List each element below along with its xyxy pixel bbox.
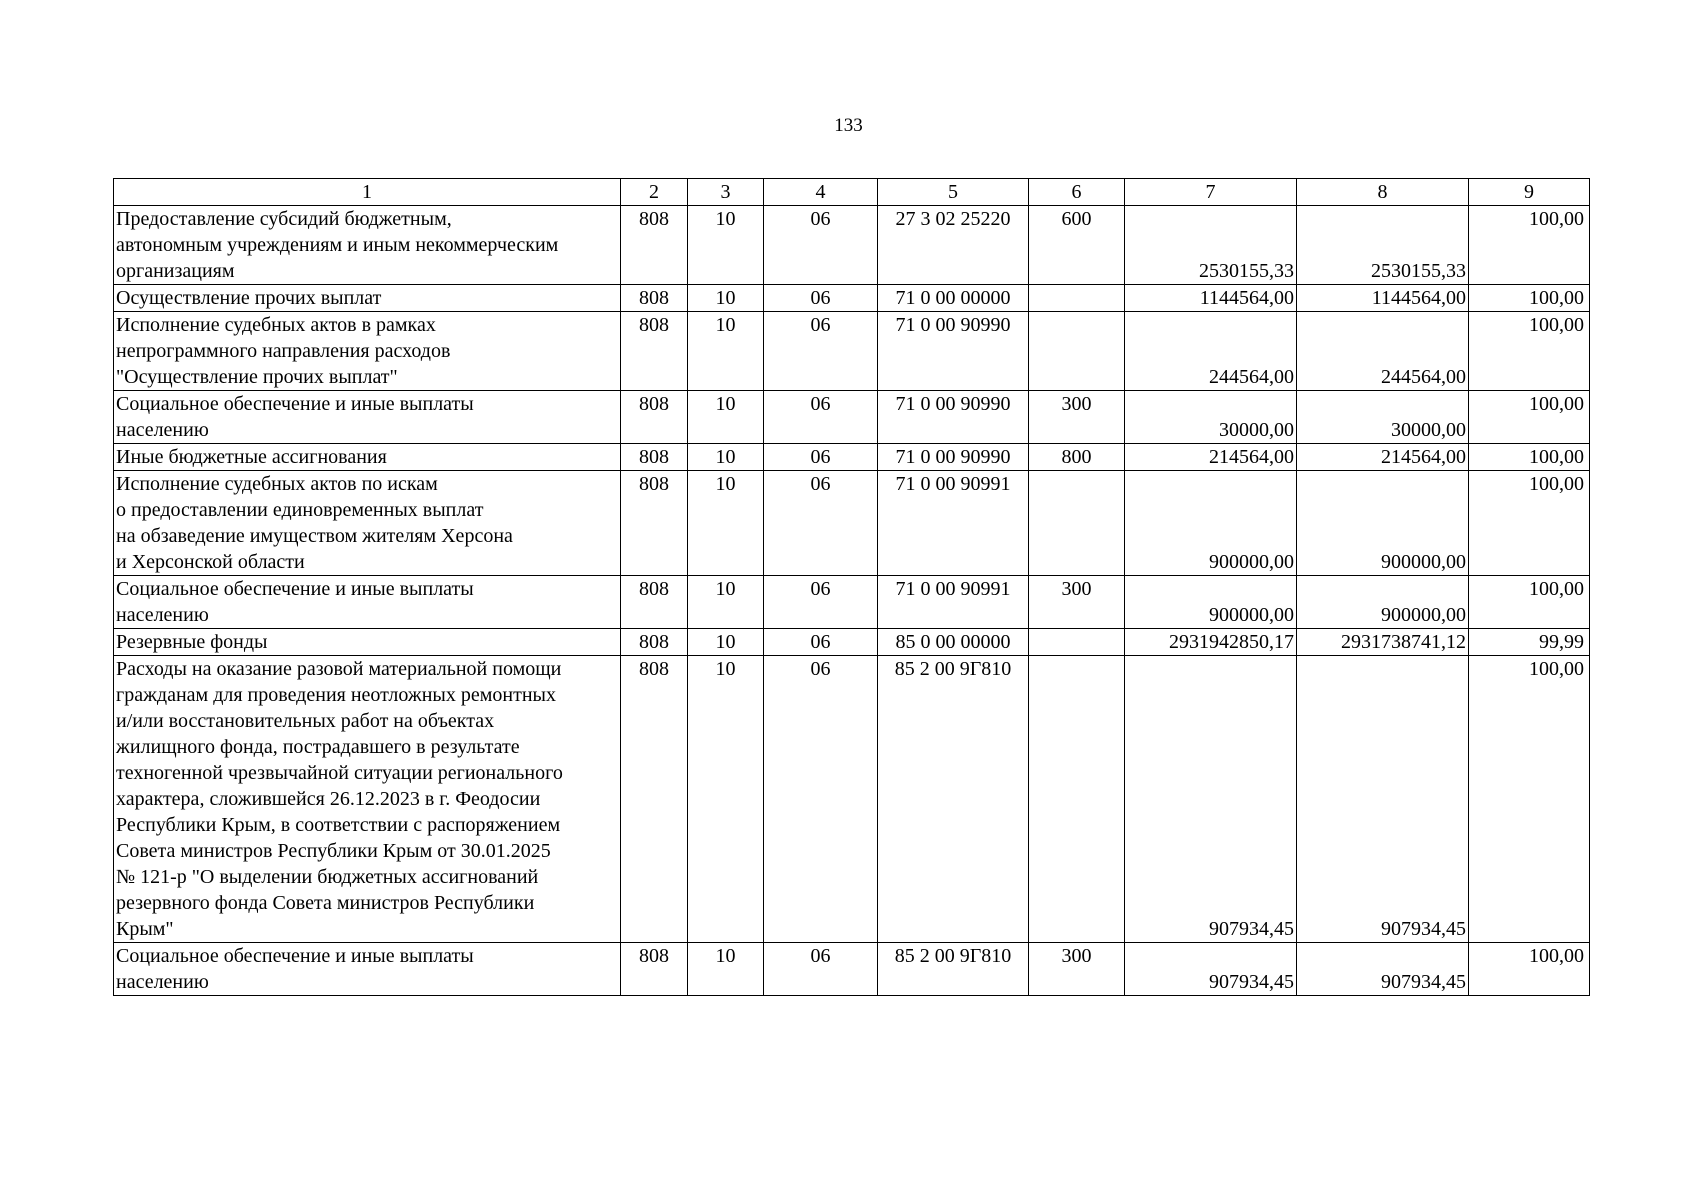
expense-type-cell xyxy=(1029,471,1125,576)
row-name-line: Крым" xyxy=(116,918,174,940)
executed-amount-cell: 900000,00 xyxy=(1297,471,1469,576)
row-name-cell xyxy=(114,576,621,629)
header-cell: 8 xyxy=(1297,179,1469,206)
header-row xyxy=(114,179,1590,206)
header-cell: 4 xyxy=(764,179,878,206)
section-code-cell: 10 xyxy=(688,444,764,471)
row-name-line: Республики Крым, в соответствии с распоряжением xyxy=(116,814,561,836)
section-code-cell: 10 xyxy=(688,943,764,996)
row-name-cell xyxy=(114,312,621,391)
row-name-line: населению xyxy=(116,419,209,441)
grbs-code-cell: 808 xyxy=(621,206,688,285)
header-cell: 3 xyxy=(688,179,764,206)
executed-amount-cell: 244564,00 xyxy=(1297,312,1469,391)
planned-amount-cell: 907934,45 xyxy=(1125,943,1297,996)
table-row xyxy=(114,444,1590,471)
executed-amount-cell: 30000,00 xyxy=(1297,391,1469,444)
planned-amount-cell: 900000,00 xyxy=(1125,471,1297,576)
row-name-line: Исполнение судебных актов в рамках xyxy=(116,314,436,336)
subsection-code-cell: 06 xyxy=(764,285,878,312)
row-name-cell xyxy=(114,444,621,471)
planned-amount-cell: 30000,00 xyxy=(1125,391,1297,444)
header-cell: 9 xyxy=(1469,179,1590,206)
table-row xyxy=(114,206,1590,285)
row-name-cell xyxy=(114,471,621,576)
row-name-line: Иные бюджетные ассигнования xyxy=(116,446,387,468)
row-name-line: Исполнение судебных актов по искам xyxy=(116,473,438,495)
row-name-cell xyxy=(114,391,621,444)
row-name-line: Расходы на оказание разовой материальной помощи xyxy=(116,658,562,680)
row-name-line: Осуществление прочих выплат xyxy=(116,287,382,309)
header-cell: 1 xyxy=(114,179,621,206)
row-name-cell xyxy=(114,943,621,996)
row-name-cell xyxy=(114,206,621,285)
row-name-line: резервного фонда Совета министров Республики xyxy=(116,892,535,914)
planned-amount-cell: 244564,00 xyxy=(1125,312,1297,391)
grbs-code-cell: 808 xyxy=(621,576,688,629)
planned-amount-cell: 2530155,33 xyxy=(1125,206,1297,285)
row-name-line: характера, сложившейся 26.12.2023 в г. Феодосии xyxy=(116,788,541,810)
execution-percent-cell: 100,00 xyxy=(1469,576,1590,629)
section-code-cell: 10 xyxy=(688,285,764,312)
subsection-code-cell: 06 xyxy=(764,576,878,629)
row-name-cell xyxy=(114,285,621,312)
planned-amount-cell: 214564,00 xyxy=(1125,444,1297,471)
target-article-cell: 71 0 00 90990 xyxy=(878,444,1029,471)
expense-type-cell: 600 xyxy=(1029,206,1125,285)
row-name-line: техногенной чрезвычайной ситуации регионального xyxy=(116,762,563,784)
planned-amount-cell: 907934,45 xyxy=(1125,656,1297,943)
execution-percent-cell: 100,00 xyxy=(1469,943,1590,996)
executed-amount-cell: 900000,00 xyxy=(1297,576,1469,629)
table-row xyxy=(114,471,1590,576)
target-article-cell: 71 0 00 90990 xyxy=(878,391,1029,444)
executed-amount-cell: 2530155,33 xyxy=(1297,206,1469,285)
row-name-line: Резервные фонды xyxy=(116,631,268,653)
row-name-line: автономным учреждениям и иным некоммерческим xyxy=(116,234,559,256)
expense-type-cell: 300 xyxy=(1029,943,1125,996)
row-name-line: гражданам для проведения неотложных ремонтных xyxy=(116,684,556,706)
subsection-code-cell: 06 xyxy=(764,629,878,656)
row-name-line: организациям xyxy=(116,260,235,282)
row-name-line: на обзаведение имуществом жителям Херсона xyxy=(116,525,513,547)
expense-type-cell xyxy=(1029,656,1125,943)
planned-amount-cell: 1144564,00 xyxy=(1125,285,1297,312)
header-cell: 5 xyxy=(878,179,1029,206)
section-code-cell: 10 xyxy=(688,656,764,943)
expense-type-cell: 300 xyxy=(1029,576,1125,629)
grbs-code-cell: 808 xyxy=(621,285,688,312)
expense-type-cell: 300 xyxy=(1029,391,1125,444)
row-name-line: № 121-р "О выделении бюджетных ассигнований xyxy=(116,866,539,888)
row-name-line: Социальное обеспечение и иные выплаты xyxy=(116,393,474,415)
target-article-cell: 85 2 00 9Г810 xyxy=(878,943,1029,996)
section-code-cell: 10 xyxy=(688,471,764,576)
row-name-line: жилищного фонда, пострадавшего в результате xyxy=(116,736,520,758)
target-article-cell: 85 2 00 9Г810 xyxy=(878,656,1029,943)
grbs-code-cell: 808 xyxy=(621,629,688,656)
executed-amount-cell: 907934,45 xyxy=(1297,656,1469,943)
grbs-code-cell: 808 xyxy=(621,471,688,576)
row-name-line: непрограммного направления расходов xyxy=(116,340,451,362)
table-body xyxy=(114,206,1590,996)
planned-amount-cell: 2931942850,17 xyxy=(1125,629,1297,656)
target-article-cell: 85 0 00 00000 xyxy=(878,629,1029,656)
execution-percent-cell: 100,00 xyxy=(1469,206,1590,285)
target-article-cell: 71 0 00 90990 xyxy=(878,312,1029,391)
execution-percent-cell: 100,00 xyxy=(1469,391,1590,444)
table-row xyxy=(114,943,1590,996)
row-name-line: населению xyxy=(116,604,209,626)
executed-amount-cell: 214564,00 xyxy=(1297,444,1469,471)
expense-type-cell xyxy=(1029,285,1125,312)
subsection-code-cell: 06 xyxy=(764,206,878,285)
executed-amount-cell: 2931738741,12 xyxy=(1297,629,1469,656)
subsection-code-cell: 06 xyxy=(764,943,878,996)
row-name-line: Социальное обеспечение и иные выплаты xyxy=(116,578,474,600)
subsection-code-cell: 06 xyxy=(764,656,878,943)
row-name-line: Совета министров Республики Крым от 30.01.2025 xyxy=(116,840,551,862)
subsection-code-cell: 06 xyxy=(764,312,878,391)
grbs-code-cell: 808 xyxy=(621,943,688,996)
execution-percent-cell: 100,00 xyxy=(1469,312,1590,391)
expense-type-cell xyxy=(1029,312,1125,391)
grbs-code-cell: 808 xyxy=(621,656,688,943)
table-row xyxy=(114,312,1590,391)
grbs-code-cell: 808 xyxy=(621,391,688,444)
target-article-cell: 71 0 00 00000 xyxy=(878,285,1029,312)
execution-percent-cell: 99,99 xyxy=(1469,629,1590,656)
header-cell: 2 xyxy=(621,179,688,206)
header-cell: 6 xyxy=(1029,179,1125,206)
section-code-cell: 10 xyxy=(688,206,764,285)
planned-amount-cell: 900000,00 xyxy=(1125,576,1297,629)
section-code-cell: 10 xyxy=(688,576,764,629)
table-row xyxy=(114,576,1590,629)
table-row xyxy=(114,285,1590,312)
subsection-code-cell: 06 xyxy=(764,391,878,444)
executed-amount-cell: 907934,45 xyxy=(1297,943,1469,996)
table-row xyxy=(114,629,1590,656)
table-row xyxy=(114,391,1590,444)
target-article-cell: 71 0 00 90991 xyxy=(878,576,1029,629)
row-name-line: населению xyxy=(116,971,209,993)
execution-percent-cell: 100,00 xyxy=(1469,285,1590,312)
row-name-cell xyxy=(114,629,621,656)
expense-type-cell xyxy=(1029,629,1125,656)
table-row xyxy=(114,656,1590,943)
execution-percent-cell: 100,00 xyxy=(1469,471,1590,576)
target-article-cell: 71 0 00 90991 xyxy=(878,471,1029,576)
section-code-cell: 10 xyxy=(688,629,764,656)
row-name-line: "Осуществление прочих выплат" xyxy=(116,366,398,388)
execution-percent-cell: 100,00 xyxy=(1469,444,1590,471)
section-code-cell: 10 xyxy=(688,312,764,391)
row-name-line: о предоставлении единовременных выплат xyxy=(116,499,484,521)
page-number: 133 xyxy=(834,115,863,136)
section-code-cell: 10 xyxy=(688,391,764,444)
row-name-line: Предоставление субсидий бюджетным, xyxy=(116,208,452,230)
row-name-line: и Херсонской области xyxy=(116,551,305,573)
header-cell: 7 xyxy=(1125,179,1297,206)
row-name-cell xyxy=(114,656,621,943)
grbs-code-cell: 808 xyxy=(621,312,688,391)
row-name-line: Социальное обеспечение и иные выплаты xyxy=(116,945,474,967)
executed-amount-cell: 1144564,00 xyxy=(1297,285,1469,312)
row-name-line: и/или восстановительных работ на объектах xyxy=(116,710,495,732)
target-article-cell: 27 3 02 25220 xyxy=(878,206,1029,285)
budget-table xyxy=(113,178,1590,996)
grbs-code-cell: 808 xyxy=(621,444,688,471)
expense-type-cell: 800 xyxy=(1029,444,1125,471)
execution-percent-cell: 100,00 xyxy=(1469,656,1590,943)
subsection-code-cell: 06 xyxy=(764,444,878,471)
subsection-code-cell: 06 xyxy=(764,471,878,576)
